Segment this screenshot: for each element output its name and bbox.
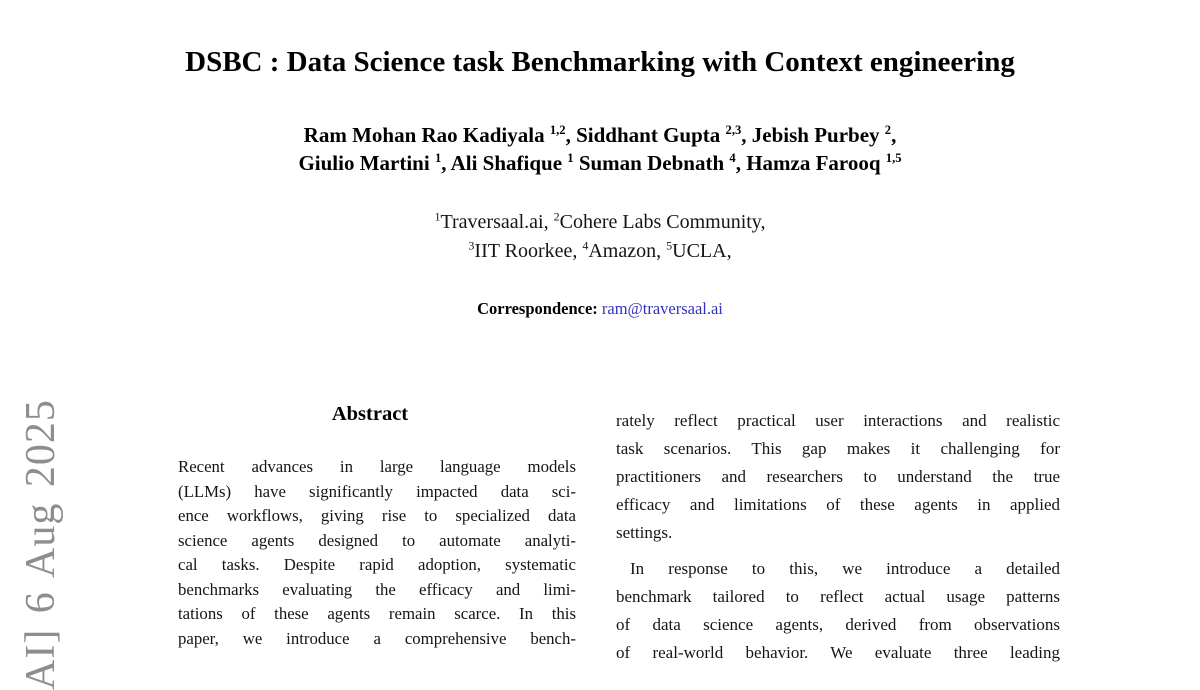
text-line: of data science agents, derived from observations	[616, 615, 1060, 634]
superscript: 1	[567, 150, 574, 165]
text-segment: Ram Mohan Rao Kadiyala	[303, 123, 550, 147]
text-segment: , Ali Shafique	[441, 150, 568, 175]
text-segment: , Jebish Purbey	[741, 123, 885, 147]
text-line: science agents designed to automate analyti-	[178, 530, 576, 550]
text-line: settings.	[616, 523, 673, 542]
paper-title: DSBC : Data Science task Benchmarking with Context engineering	[185, 46, 1015, 78]
superscript: 1	[434, 209, 441, 224]
text-segment: , Hamza Farooq	[735, 150, 886, 175]
author-line-2	[0, 150, 1200, 178]
text-line: of real-world behavior. We evaluate three leading	[616, 643, 1060, 662]
author-list	[0, 122, 1200, 177]
text-line: tations of these agents remain scarce. In this	[178, 604, 576, 623]
text-line: efficacy and limitations of these agents in applied	[616, 495, 1060, 514]
superscript: 3	[468, 238, 475, 253]
text-segment: , Siddhant Gupta	[565, 123, 726, 147]
text-segment: ,	[891, 123, 897, 147]
author-line-1	[0, 122, 1200, 150]
superscript: 1,5	[885, 150, 902, 165]
superscript: 2	[553, 209, 560, 224]
text-line: benchmark tailored to reflect actual usage patterns	[616, 587, 1060, 606]
text-line: ence workflows, giving rise to specialized data	[178, 506, 576, 525]
correspondence	[0, 299, 1200, 319]
text-line: Recent advances in large language models	[178, 457, 576, 476]
affiliations	[0, 208, 1200, 266]
superscript: 4	[729, 150, 736, 165]
superscript: 4	[582, 238, 589, 253]
text-line: task scenarios. This gap makes it challenging for	[616, 439, 1060, 458]
right-column	[616, 407, 1060, 667]
text-line: benchmarks evaluating the efficacy and limi-	[178, 579, 576, 599]
text-segment: UCLA,	[672, 240, 732, 262]
arxiv-watermark: AI] 6 Aug 2025	[18, 399, 64, 690]
text-segment: Giulio Martini	[298, 150, 435, 175]
text-segment: IIT Roorkee,	[474, 240, 583, 262]
text-line: cal tasks. Despite rapid adoption, systematic	[178, 555, 576, 574]
text-segment: Traversaal.ai,	[440, 211, 554, 233]
correspondence-email-link[interactable]: ram@traversaal.ai	[601, 299, 723, 318]
body-paragraph-2	[616, 555, 1060, 667]
text-line: paper, we introduce a comprehensive bench-	[178, 628, 576, 648]
text-line: In response to this, we introduce a detailed	[630, 559, 1060, 578]
affiliation-line-1	[0, 208, 1200, 237]
superscript: 2,3	[725, 123, 742, 137]
superscript: 1,2	[549, 123, 566, 137]
body-paragraph-continued	[616, 407, 1060, 547]
affiliation-line-2	[0, 237, 1200, 266]
abstract-text	[178, 455, 576, 651]
text-line: (LLMs) have significantly impacted data sci-	[178, 481, 576, 501]
correspondence-label: Correspondence:	[477, 299, 598, 318]
superscript: 5	[666, 238, 673, 253]
text-segment: Cohere Labs Community,	[559, 211, 766, 233]
superscript: 2	[884, 123, 892, 137]
text-line: practitioners and researchers to understand the true	[616, 467, 1060, 486]
superscript: 1	[434, 150, 442, 165]
abstract-heading: Abstract	[331, 403, 409, 425]
text-segment: Suman Debnath	[573, 150, 730, 175]
text-segment: Amazon,	[588, 240, 667, 262]
text-line: rately reflect practical user interactions and realistic	[616, 411, 1060, 430]
